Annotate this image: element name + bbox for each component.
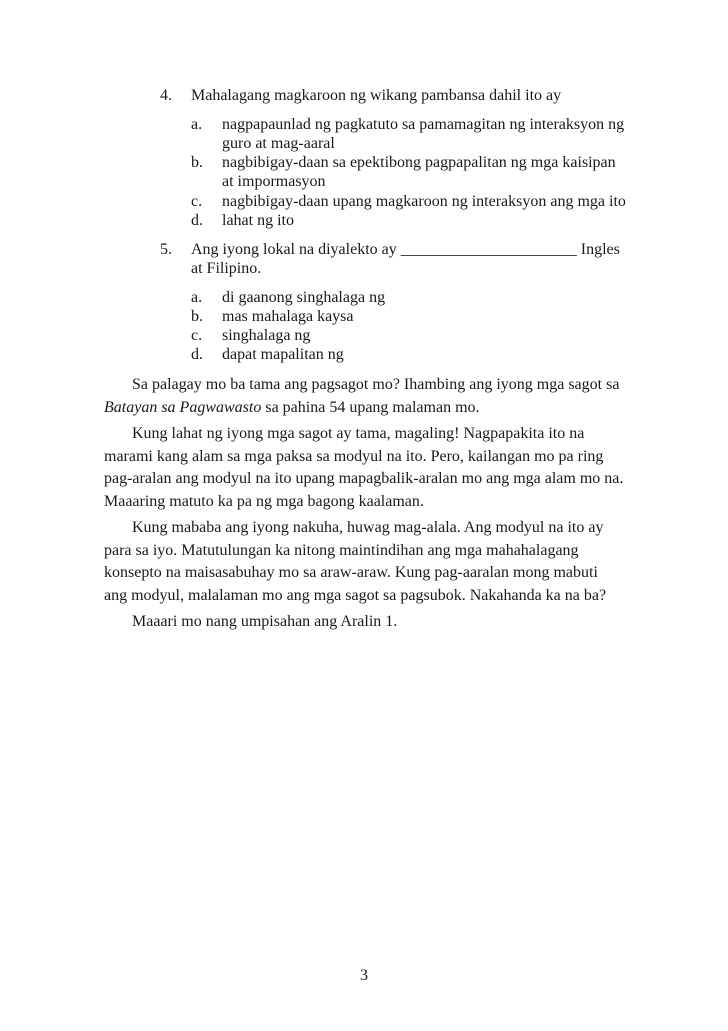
option-text: lahat ng ito bbox=[222, 212, 294, 229]
paragraph-all-correct bbox=[104, 423, 644, 513]
option-text: singhalaga ng bbox=[222, 327, 311, 344]
question-text: Ang iyong lokal na diyalekto ay ______________________ Ingles bbox=[191, 241, 620, 258]
paragraph-low-score bbox=[104, 517, 644, 607]
option-letter: d. bbox=[191, 212, 203, 229]
option-text: guro at mag-aaral bbox=[222, 135, 335, 152]
paragraph-check-answers bbox=[104, 374, 644, 419]
option-text: di gaanong singhalaga ng bbox=[222, 289, 386, 306]
option-text: nagbibigay-daan sa epektibong pagpapalitan ng mga kaisipan bbox=[222, 154, 616, 171]
paragraph-line: marami kang alam sa mga paksa sa modyul na ito. Pero, kailangan mo pa ring bbox=[104, 447, 604, 465]
answer-key-title: Batayan sa Pagwawasto bbox=[104, 398, 262, 416]
paragraph-line: Sa palagay mo ba tama ang pagsagot mo? Ihambing ang iyong mga sagot sa bbox=[132, 376, 620, 393]
option-letter: c. bbox=[191, 193, 203, 210]
option-text: nagbibigay-daan upang magkaroon ng interaksyon ang mga ito bbox=[222, 193, 626, 210]
option-text: mas mahalaga kaysa bbox=[222, 308, 354, 325]
question-text: at Filipino. bbox=[191, 260, 262, 277]
option-letter: b. bbox=[191, 154, 203, 171]
option-text: at impormasyon bbox=[222, 173, 326, 190]
paragraph-line: konsepto na maisasabuhay mo sa araw-araw. Kung pag-aaralan mong mabuti bbox=[104, 564, 598, 581]
option-letter: c. bbox=[191, 327, 203, 344]
paragraph-line: Maaari mo nang umpisahan ang Aralin 1. bbox=[132, 613, 398, 630]
paragraph-start-lesson bbox=[104, 611, 644, 634]
paragraph-line bbox=[104, 397, 644, 420]
option-text: nagpapaunlad ng pagkatuto sa pamamagitan ng interaksyon ng bbox=[222, 116, 625, 133]
option-letter: a. bbox=[191, 116, 203, 133]
option-letter: a. bbox=[191, 289, 203, 306]
paragraph-line: Kung lahat ng iyong mga sagot ay tama, magaling! Nagpapakita ito na bbox=[132, 425, 585, 442]
question-text: Mahalagang magkaroon ng wikang pambansa dahil ito ay bbox=[191, 87, 562, 104]
option-letter: b. bbox=[191, 308, 203, 325]
question-number: 4. bbox=[160, 87, 172, 104]
paragraph-line: para sa iyo. Matutulungan ka nitong maintindihan ang mga mahahalagang bbox=[104, 541, 579, 559]
paragraph-line-rest: sa pahina 54 upang malaman mo. bbox=[261, 398, 480, 416]
question-number: 5. bbox=[160, 241, 172, 258]
paragraph-line: ang modyul, malalaman mo ang mga sagot sa pagsubok. Nakahanda ka na ba? bbox=[104, 586, 607, 604]
paragraph-line: Maaaring matuto ka pa ng mga bagong kaalaman. bbox=[104, 492, 424, 510]
paragraph-line: Kung mababa ang iyong nakuha, huwag mag-alala. Ang modyul na ito ay bbox=[132, 519, 604, 536]
option-text: dapat mapalitan ng bbox=[222, 346, 344, 363]
option-letter: d. bbox=[191, 346, 203, 363]
page-number: 3 bbox=[360, 967, 368, 984]
paragraph-line: pag-aralan ang modyul na ito upang mapagbalik-aralan mo ang mga alam mo na. bbox=[104, 470, 624, 487]
